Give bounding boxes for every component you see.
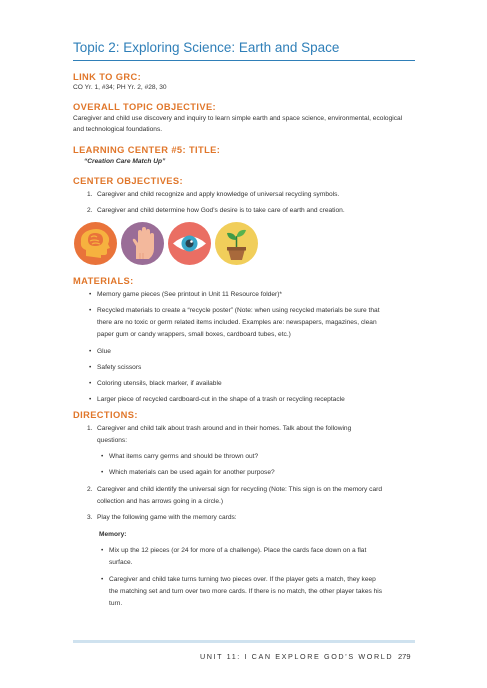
- list-number: 2.: [87, 486, 93, 493]
- list-item: Caregiver and child talk about trash around and in their homes. Talk about the following: [97, 425, 352, 432]
- list-item-continued: paper gum or candy wrappers, small boxes, cardboard tubes, etc.): [97, 331, 291, 338]
- hand-icon: [121, 222, 164, 265]
- list-item-continued: there are no toxic or germ related items included. Examples are: newspapers, magazines, clean: [97, 319, 377, 326]
- list-item: Which materials can be used again for another purpose?: [109, 469, 275, 476]
- link-heading: LINK TO GRC:: [73, 72, 142, 82]
- list-item: Caregiver and child recognize and apply knowledge of universal recycling symbols.: [97, 191, 340, 198]
- brain-icon: [74, 222, 117, 265]
- list-item-continued: collection and has arrows going in a circle.): [97, 498, 224, 505]
- center-title: “Creation Care Match Up”: [84, 158, 166, 165]
- plant-icon: [215, 222, 258, 265]
- list-item: Recycled materials to create a “recycle poster” (Note: when using recycled materials be sure that: [97, 307, 380, 314]
- directions-heading: DIRECTIONS:: [73, 410, 138, 420]
- list-item: Memory game pieces (See printout in Unit 11 Resource folder)*: [97, 291, 282, 298]
- objective-text: Caregiver and child use discovery and inquiry to learn simple earth and space science, environmental, ecological and technological foundations.: [73, 115, 403, 133]
- materials-heading: MATERIALS:: [73, 276, 134, 286]
- center-objectives-heading: CENTER OBJECTIVES:: [73, 176, 183, 186]
- topic-title: Topic 2: Exploring Science: Earth and Space: [73, 40, 415, 61]
- list-number: 3.: [87, 514, 93, 521]
- list-item: Caregiver and child determine how God’s desire is to take care of earth and creation.: [97, 207, 345, 214]
- page-number: 279: [398, 652, 411, 661]
- list-item: Caregiver and child identify the universal sign for recycling (Note: This sign is on the memory card: [97, 486, 383, 493]
- list-item: Mix up the 12 pieces (or 24 for more of a challenge). Place the cards face down on a flat: [109, 547, 367, 554]
- eye-icon: [168, 222, 211, 265]
- list-number: 1.: [87, 425, 93, 432]
- list-item-continued: surface.: [109, 559, 133, 566]
- footer-divider: [73, 640, 415, 643]
- list-item: What items carry germs and should be thrown out?: [109, 453, 259, 460]
- memory-label: Memory:: [99, 531, 127, 538]
- list-item: Play the following game with the memory cards:: [97, 514, 237, 521]
- list-item-continued: the matching set and turn over two more cards. If there is no match, the other player takes his: [109, 588, 383, 595]
- list-item: Glue: [97, 348, 111, 355]
- footer-unit-title: UNIT 11: I CAN EXPLORE GOD’S WORLD: [200, 652, 394, 661]
- list-number: 1.: [87, 191, 93, 198]
- list-item: Larger piece of recycled cardboard-cut in the shape of a trash or recycling receptacle: [97, 396, 345, 403]
- center-heading: LEARNING CENTER #5: TITLE:: [73, 145, 221, 155]
- list-item: Coloring utensils, black marker, if available: [97, 380, 222, 387]
- link-text: CO Yr. 1, #34; PH Yr. 2, #28, 30: [73, 84, 167, 91]
- list-item: Caregiver and child take turns turning two pieces over. If the player gets a match, they keep: [109, 576, 376, 583]
- list-item-continued: turn.: [109, 600, 123, 607]
- objective-heading: OVERALL TOPIC OBJECTIVE:: [73, 102, 217, 112]
- list-number: 2.: [87, 207, 93, 214]
- list-item-continued: questions:: [97, 437, 128, 444]
- list-item: Safety scissors: [97, 364, 142, 371]
